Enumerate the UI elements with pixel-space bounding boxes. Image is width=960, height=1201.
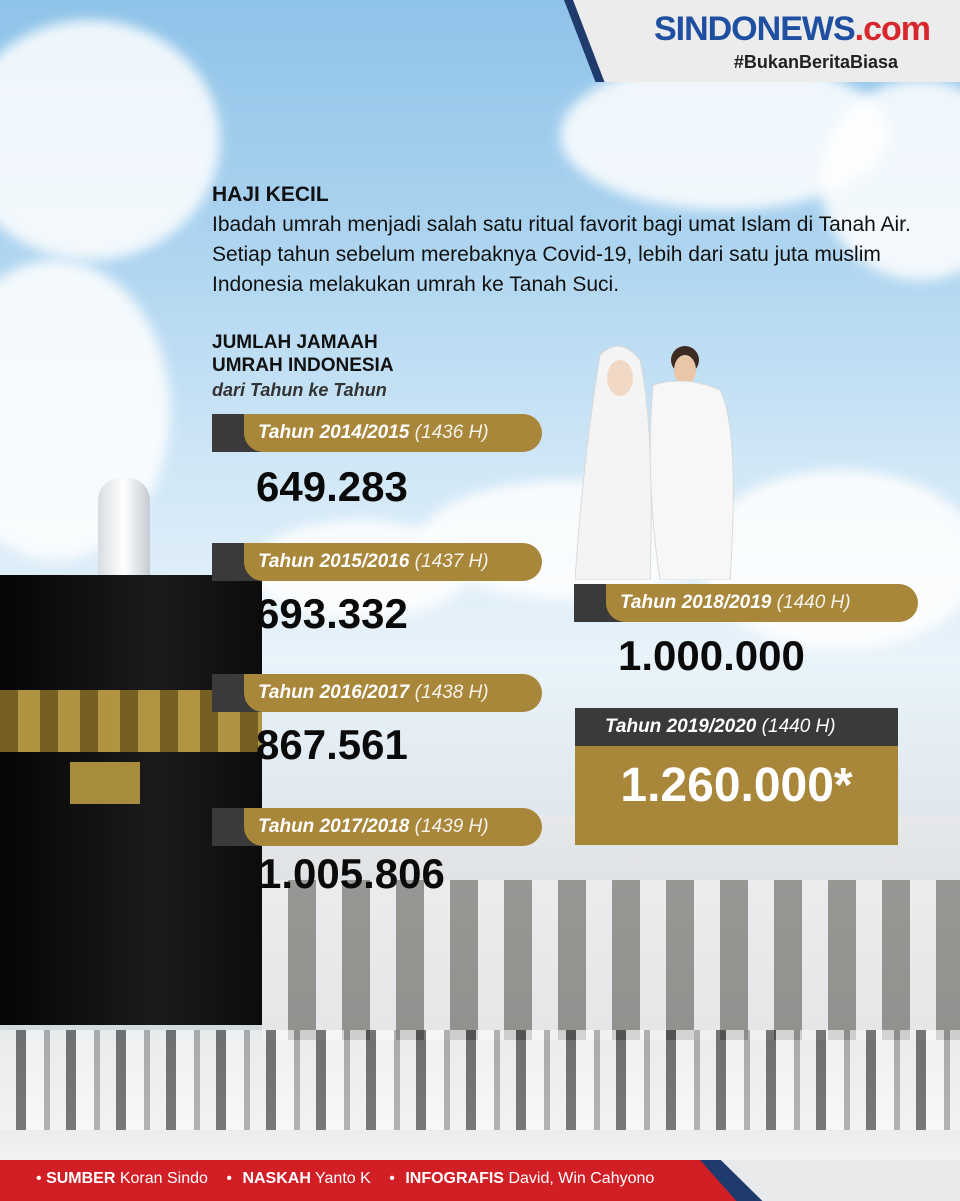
- intro-body: Ibadah umrah menjadi salah satu ritual favorit bagi umat Islam di Tanah Air. Setiap tahun sebelum merebaknya Covid-19, lebih dari satu juta muslim Indonesia melakukan umrah ke Tanah Suci.: [212, 213, 911, 296]
- value-label: 649.283: [256, 463, 408, 510]
- graphic-label: INFOGRAFIS: [405, 1170, 504, 1187]
- highlight-value: 1.260.000*: [620, 759, 853, 812]
- chart-title: [212, 331, 394, 377]
- intro-heading: HAJI KECIL: [212, 183, 329, 206]
- year-label: Tahun 2015/2016: [258, 551, 410, 572]
- mosque-arches: [262, 880, 960, 1050]
- year-label: Tahun 2017/2018: [258, 816, 410, 837]
- intro-block: [212, 180, 932, 300]
- year-row-4: [212, 808, 542, 846]
- year-label: Tahun 2014/2015: [258, 422, 410, 443]
- value-label: 693.332: [256, 590, 408, 637]
- hijri-label: (1436 H): [414, 422, 489, 443]
- pilgrim-crowd: [0, 1030, 960, 1130]
- writer-value: Yanto K: [315, 1170, 371, 1187]
- year-label: Tahun 2016/2017: [258, 682, 410, 703]
- source-value: Koran Sindo: [119, 1170, 208, 1187]
- year-row-1: [212, 414, 542, 452]
- year-pill: [244, 543, 542, 581]
- kaaba-door: [70, 762, 140, 804]
- logo-mid: NEWS: [756, 10, 855, 48]
- value-label: 1.005.806: [258, 850, 445, 897]
- highlight-year-bar: [575, 708, 898, 746]
- chart-title-line2: UMRAH INDONESIA: [212, 355, 394, 376]
- hijri-label: (1438 H): [414, 682, 489, 703]
- brand-tagline: #BukanBeritaBiasa: [733, 52, 898, 72]
- year-pill: [244, 414, 542, 452]
- year-label: Tahun 2019/2020: [605, 716, 757, 737]
- chart-title-line1: JUMLAH JAMAAH: [212, 332, 378, 353]
- year-label: Tahun 2018/2019: [620, 592, 772, 613]
- graphic-value: David, Win Cahyono: [508, 1170, 655, 1187]
- year-row-3: [212, 674, 542, 712]
- brand-header: [510, 0, 960, 82]
- footer-credits: [36, 1170, 654, 1188]
- year-row-2: [212, 543, 542, 581]
- year-pill: [244, 674, 542, 712]
- logo-left: SINDO: [653, 10, 757, 48]
- pilgrim-couple-illustration: [575, 340, 745, 580]
- hijri-label: (1439 H): [414, 816, 489, 837]
- hijri-label: (1440 H): [761, 716, 836, 737]
- writer-label: NASKAH: [242, 1170, 311, 1187]
- year-pill: [244, 808, 542, 846]
- year-row-5: [574, 584, 904, 622]
- bullet: •: [389, 1170, 395, 1187]
- chart-subtitle: dari Tahun ke Tahun: [212, 380, 387, 400]
- bullet: •: [36, 1170, 42, 1187]
- hijri-label: (1440 H): [776, 592, 851, 613]
- value-label: 867.561: [256, 721, 408, 768]
- brand-logo[interactable]: [654, 10, 930, 49]
- value-label: 1.000.000: [618, 632, 805, 679]
- year-pill: [606, 584, 918, 622]
- logo-suffix: .com: [854, 10, 930, 48]
- hijri-label: (1437 H): [414, 551, 489, 572]
- source-label: SUMBER: [46, 1170, 116, 1187]
- bullet: •: [226, 1170, 232, 1187]
